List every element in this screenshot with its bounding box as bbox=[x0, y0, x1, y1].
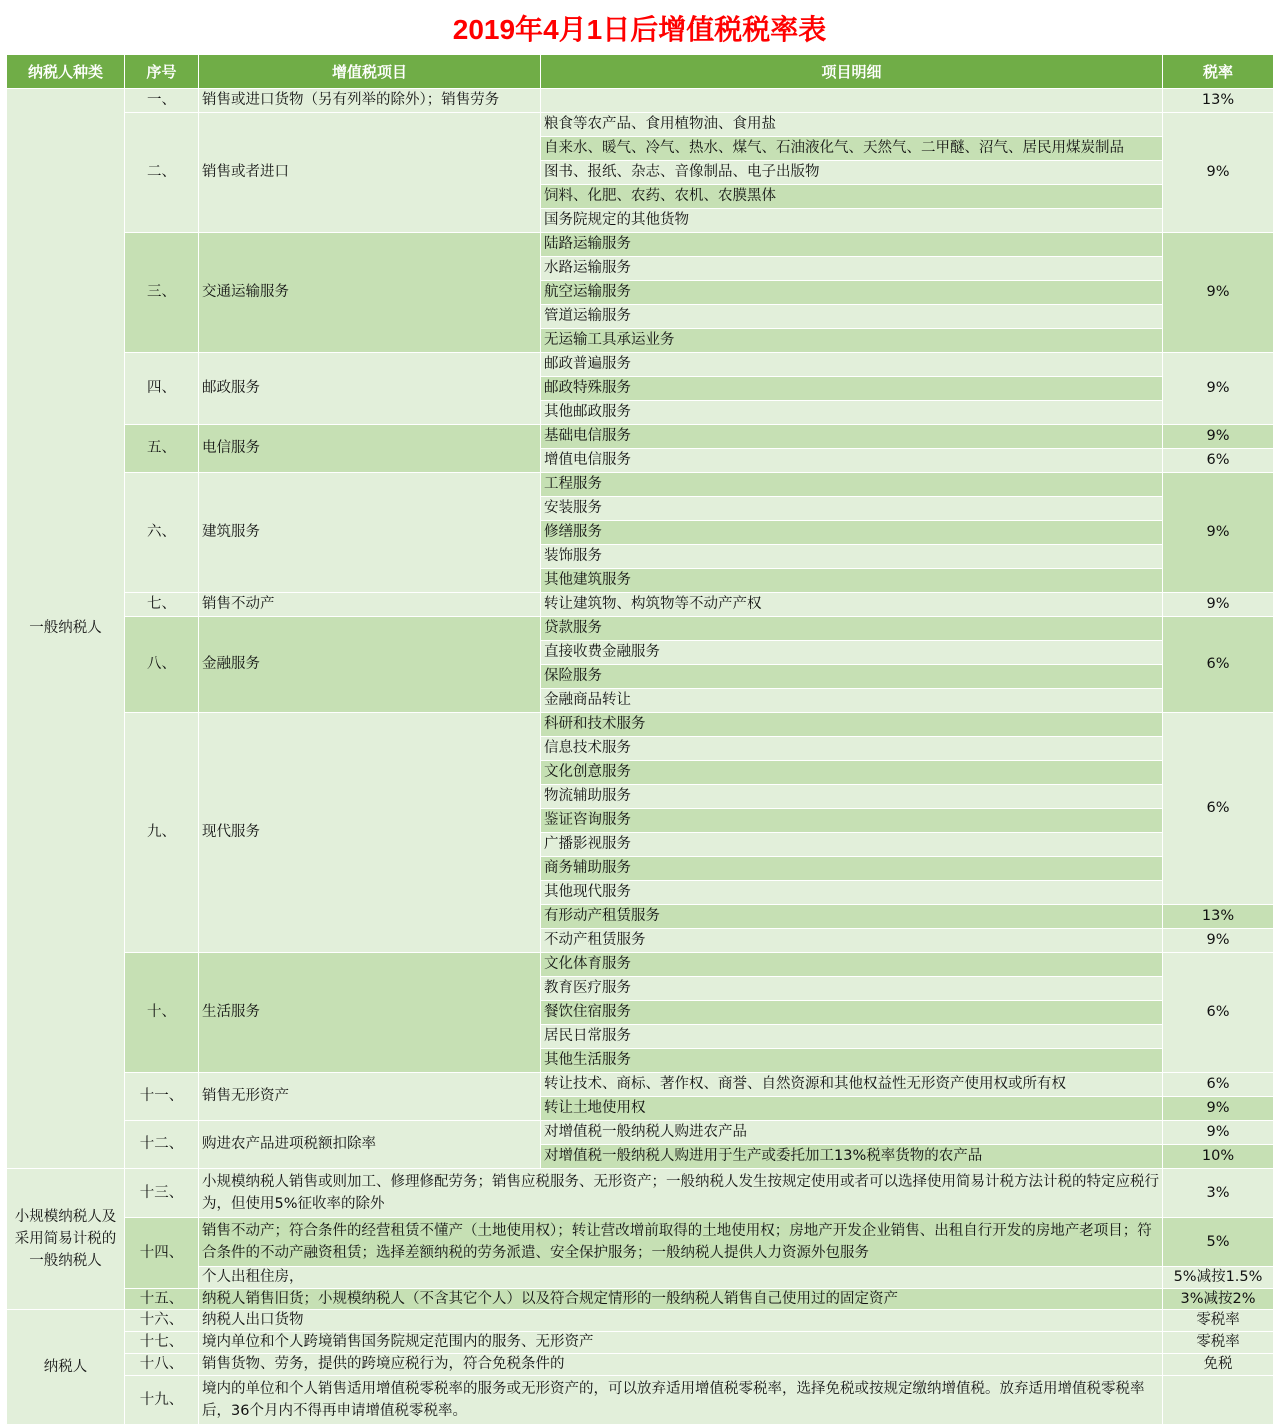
item-detail: 其他建筑服务 bbox=[541, 569, 1163, 593]
item-detail: 增值电信服务 bbox=[541, 449, 1163, 473]
serial-no: 八、 bbox=[125, 617, 199, 713]
tax-rate: 6% bbox=[1163, 953, 1274, 1073]
tax-rate: 3% bbox=[1163, 1169, 1274, 1218]
table-row bbox=[7, 1354, 1274, 1376]
item-detail: 航空运输服务 bbox=[541, 281, 1163, 305]
vat-item: 现代服务 bbox=[199, 713, 541, 953]
item-detail: 转让建筑物、构筑物等不动产产权 bbox=[541, 593, 1163, 617]
header-tax-rate: 税率 bbox=[1163, 55, 1274, 89]
vat-rate-table bbox=[6, 54, 1274, 1425]
item-detail: 直接收费金融服务 bbox=[541, 641, 1163, 665]
table-row bbox=[7, 1376, 1274, 1425]
vat-item: 销售或进口货物（另有列举的除外）；销售劳务 bbox=[199, 89, 541, 113]
table-row bbox=[7, 713, 1274, 737]
header-item-detail: 项目明细 bbox=[541, 55, 1163, 89]
serial-no: 十一、 bbox=[125, 1073, 199, 1121]
item-detail: 管道运输服务 bbox=[541, 305, 1163, 329]
vat-item: 购进农产品进项税额扣除率 bbox=[199, 1121, 541, 1169]
serial-no: 四、 bbox=[125, 353, 199, 425]
item-detail: 基础电信服务 bbox=[541, 425, 1163, 449]
tax-rate: 9% bbox=[1163, 425, 1274, 449]
item-detail: 物流辅助服务 bbox=[541, 785, 1163, 809]
header-row bbox=[7, 55, 1274, 89]
table-row bbox=[7, 89, 1274, 113]
item-detail: 科研和技术服务 bbox=[541, 713, 1163, 737]
item-detail: 陆路运输服务 bbox=[541, 233, 1163, 257]
serial-no: 十五、 bbox=[125, 1289, 199, 1310]
table-row bbox=[7, 473, 1274, 497]
serial-no: 六、 bbox=[125, 473, 199, 593]
table-row bbox=[7, 1121, 1274, 1145]
item-detail: 工程服务 bbox=[541, 473, 1163, 497]
item-detail: 对增值税一般纳税人购进用于生产或委托加工13%税率货物的农产品 bbox=[541, 1145, 1163, 1169]
item-detail: 无运输工具承运业务 bbox=[541, 329, 1163, 353]
tax-rate: 零税率 bbox=[1163, 1332, 1274, 1354]
vat-item: 电信服务 bbox=[199, 425, 541, 473]
tax-rate: 5%减按1.5% bbox=[1163, 1267, 1274, 1289]
header-vat-item: 增值税项目 bbox=[199, 55, 541, 89]
vat-item: 金融服务 bbox=[199, 617, 541, 713]
serial-no: 十三、 bbox=[125, 1169, 199, 1218]
item-detail: 餐饮住宿服务 bbox=[541, 1001, 1163, 1025]
item-detail: 邮政普遍服务 bbox=[541, 353, 1163, 377]
tax-rate: 免税 bbox=[1163, 1354, 1274, 1376]
serial-no: 二、 bbox=[125, 113, 199, 233]
serial-no: 三、 bbox=[125, 233, 199, 353]
serial-no: 十九、 bbox=[125, 1376, 199, 1425]
item-detail: 小规模纳税人销售或则加工、修理修配劳务；销售应税服务、无形资产；一般纳税人发生按规定使用或者可以选择使用简易计税方法计税的特定应税行为，但使用5%征收率的除外 bbox=[199, 1169, 1163, 1218]
item-detail bbox=[541, 89, 1163, 113]
tax-rate: 9% bbox=[1163, 353, 1274, 425]
item-detail: 装饰服务 bbox=[541, 545, 1163, 569]
taxpayer-all: 纳税人 bbox=[7, 1310, 125, 1425]
tax-rate: 9% bbox=[1163, 929, 1274, 953]
item-detail: 有形动产租赁服务 bbox=[541, 905, 1163, 929]
item-detail: 文化创意服务 bbox=[541, 761, 1163, 785]
table-row bbox=[7, 1169, 1274, 1218]
item-detail: 其他邮政服务 bbox=[541, 401, 1163, 425]
tax-rate: 9% bbox=[1163, 1097, 1274, 1121]
item-detail: 邮政特殊服务 bbox=[541, 377, 1163, 401]
tax-rate bbox=[1163, 1376, 1274, 1425]
item-detail: 转让土地使用权 bbox=[541, 1097, 1163, 1121]
table-row bbox=[7, 353, 1274, 377]
table-row bbox=[7, 1289, 1274, 1310]
item-detail: 境内的单位和个人销售适用增值税零税率的服务或无形资产的，可以放弃适用增值税零税率，选择免税或按规定缴纳增值税。放弃适用增值税零税率后，36个月内不得再申请增值税零税率。 bbox=[199, 1376, 1163, 1425]
item-detail: 安装服务 bbox=[541, 497, 1163, 521]
item-detail: 鉴证咨询服务 bbox=[541, 809, 1163, 833]
item-detail: 金融商品转让 bbox=[541, 689, 1163, 713]
taxpayer-small: 小规模纳税人及采用简易计税的一般纳税人 bbox=[7, 1169, 125, 1310]
table-row bbox=[7, 617, 1274, 641]
item-detail: 纳税人出口货物 bbox=[199, 1310, 1163, 1332]
tax-rate: 6% bbox=[1163, 449, 1274, 473]
item-detail: 境内单位和个人跨境销售国务院规定范围内的服务、无形资产 bbox=[199, 1332, 1163, 1354]
table-row bbox=[7, 1310, 1274, 1332]
header-serial-no: 序号 bbox=[125, 55, 199, 89]
tax-rate: 9% bbox=[1163, 1121, 1274, 1145]
item-detail: 纳税人销售旧货；小规模纳税人（不含其它个人）以及符合规定情形的一般纳税人销售自己使用过的固定资产 bbox=[199, 1289, 1163, 1310]
tax-rate: 9% bbox=[1163, 593, 1274, 617]
tax-rate: 10% bbox=[1163, 1145, 1274, 1169]
table-row bbox=[7, 593, 1274, 617]
serial-no: 十七、 bbox=[125, 1332, 199, 1354]
serial-no: 五、 bbox=[125, 425, 199, 473]
tax-rate: 9% bbox=[1163, 473, 1274, 593]
item-detail: 其他生活服务 bbox=[541, 1049, 1163, 1073]
vat-item: 销售不动产 bbox=[199, 593, 541, 617]
item-detail: 销售不动产；符合条件的经营租赁不懂产（土地使用权）；转让营改增前取得的土地使用权；房地产开发企业销售、出租自行开发的房地产老项目；符合条件的不动产融资租赁；选择差额纳税的劳务派遣、安全保护服务；一般纳税人提供人力资源外包服务 bbox=[199, 1218, 1163, 1267]
serial-no: 十六、 bbox=[125, 1310, 199, 1332]
table-row bbox=[7, 1073, 1274, 1097]
item-detail: 不动产租赁服务 bbox=[541, 929, 1163, 953]
serial-no: 十八、 bbox=[125, 1354, 199, 1376]
tax-rate: 6% bbox=[1163, 1073, 1274, 1097]
table-row bbox=[7, 1332, 1274, 1354]
serial-no: 十二、 bbox=[125, 1121, 199, 1169]
table-row bbox=[7, 953, 1274, 977]
item-detail: 个人出租住房， bbox=[199, 1267, 1163, 1289]
serial-no: 十、 bbox=[125, 953, 199, 1073]
item-detail: 商务辅助服务 bbox=[541, 857, 1163, 881]
table-row bbox=[7, 113, 1274, 137]
serial-no: 一、 bbox=[125, 89, 199, 113]
rate-table-page bbox=[6, 6, 1273, 1425]
tax-rate: 13% bbox=[1163, 905, 1274, 929]
vat-item: 销售或者进口 bbox=[199, 113, 541, 233]
serial-no: 九、 bbox=[125, 713, 199, 953]
vat-item: 交通运输服务 bbox=[199, 233, 541, 353]
table-row bbox=[7, 425, 1274, 449]
item-detail: 国务院规定的其他货物 bbox=[541, 209, 1163, 233]
vat-item: 邮政服务 bbox=[199, 353, 541, 425]
item-detail: 广播影视服务 bbox=[541, 833, 1163, 857]
table-row bbox=[7, 1218, 1274, 1267]
item-detail: 粮食等农产品、食用植物油、食用盐 bbox=[541, 113, 1163, 137]
vat-item: 销售无形资产 bbox=[199, 1073, 541, 1121]
item-detail: 转让技术、商标、著作权、商誉、自然资源和其他权益性无形资产使用权或所有权 bbox=[541, 1073, 1163, 1097]
item-detail: 居民日常服务 bbox=[541, 1025, 1163, 1049]
vat-item: 生活服务 bbox=[199, 953, 541, 1073]
header-taxpayer-type: 纳税人种类 bbox=[7, 55, 125, 89]
item-detail: 图书、报纸、杂志、音像制品、电子出版物 bbox=[541, 161, 1163, 185]
tax-rate: 零税率 bbox=[1163, 1310, 1274, 1332]
vat-item: 建筑服务 bbox=[199, 473, 541, 593]
taxpayer-general: 一般纳税人 bbox=[7, 89, 125, 1169]
tax-rate: 3%减按2% bbox=[1163, 1289, 1274, 1310]
item-detail: 贷款服务 bbox=[541, 617, 1163, 641]
item-detail: 对增值税一般纳税人购进农产品 bbox=[541, 1121, 1163, 1145]
tax-rate: 9% bbox=[1163, 113, 1274, 233]
item-detail: 销售货物、劳务，提供的跨境应税行为，符合免税条件的 bbox=[199, 1354, 1163, 1376]
item-detail: 修缮服务 bbox=[541, 521, 1163, 545]
tax-rate: 6% bbox=[1163, 713, 1274, 905]
item-detail: 饲料、化肥、农药、农机、农膜黑体 bbox=[541, 185, 1163, 209]
page-title: 2019年4月1日后增值税税率表 bbox=[6, 6, 1273, 54]
tax-rate: 9% bbox=[1163, 233, 1274, 353]
item-detail: 自来水、暖气、冷气、热水、煤气、石油液化气、天然气、二甲醚、沼气、居民用煤炭制品 bbox=[541, 137, 1163, 161]
item-detail: 信息技术服务 bbox=[541, 737, 1163, 761]
tax-rate: 6% bbox=[1163, 617, 1274, 713]
item-detail: 教育医疗服务 bbox=[541, 977, 1163, 1001]
serial-no: 七、 bbox=[125, 593, 199, 617]
table-row bbox=[7, 233, 1274, 257]
item-detail: 水路运输服务 bbox=[541, 257, 1163, 281]
item-detail: 文化体育服务 bbox=[541, 953, 1163, 977]
tax-rate: 13% bbox=[1163, 89, 1274, 113]
serial-no: 十四、 bbox=[125, 1218, 199, 1289]
item-detail: 其他现代服务 bbox=[541, 881, 1163, 905]
item-detail: 保险服务 bbox=[541, 665, 1163, 689]
tax-rate: 5% bbox=[1163, 1218, 1274, 1267]
